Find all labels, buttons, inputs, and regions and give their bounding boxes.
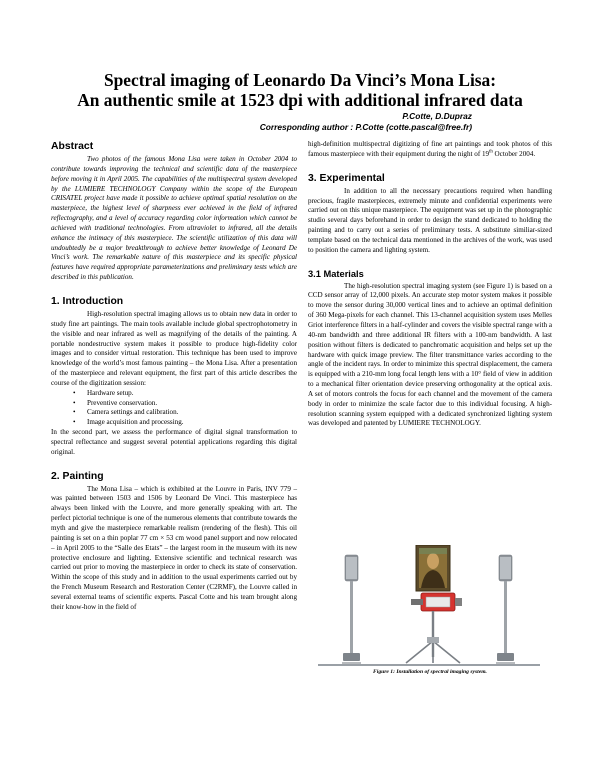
introduction-text: High-resolution spectral imaging allows us to obtain new data in order to study fine art paintings. The main tools available include global spectrophotometry in the visible and near infrared as well as magnifying of the details of the painting. A portable nondestructive system makes it possible to produce high-fidelity color images and to consider virtual restoration. This technique has been used to improve knowledge of the world’s most famous painting – the Mona Lisa. After a presentation of the masterpiece and relevant equipment, the first part of this article describes the course of the digitization session: [51,309,297,387]
list-item: • Camera settings and calibration. [87,408,297,418]
experimental-text: In addition to all the necessary precautions required when handling precious, fragile masterpieces, extremely minute and confidential experiments were carried out on this unique masterpiece. The equipment was set up in the photographic studio several days beforehand in order to design the stand dedicated to holding the painting and to carry out a series of preliminary tests. A substitute similiar-sized template based on the technical data mentioned in the archives of the work, was used to position the camera and lighting system. [308,186,552,254]
title-line-2: An authentic smile at 1523 dpi with additional infrared data [77,90,523,110]
list-item: • Image acquisition and processing. [87,418,297,428]
painting-text-continued [308,140,552,160]
introduction-text-2: In the second part, we assess the performance of digital signal transformation to spectral reflectance and suggest several potential applications regarding this digital original. [51,428,297,456]
experimental-heading: 3. Experimental [308,172,385,184]
materials-section [308,268,552,430]
paper-title [40,70,560,110]
painting-cont-text-end: October 2004. [492,149,536,158]
floor-line [318,664,540,666]
list-item: • Preventive conservation. [87,399,297,409]
right-light-stand [496,555,515,663]
authors: P.Cotte, D.Dupraz [402,111,472,121]
materials-heading: 3.1 Materials [308,268,364,279]
experimental-section [308,172,552,256]
introduction-section [51,295,297,458]
painting-section [51,470,297,613]
installation-illustration [318,545,540,670]
list-item: • Hardware setup. [87,389,297,399]
introduction-heading: 1. Introduction [51,295,124,307]
left-column [51,140,297,613]
digitization-steps-list [51,389,297,428]
materials-text: The high-resolution spectral imaging system (see Figure 1) is based on a CCD sensor array of 12,000 pixels. An accurate step motor system makes it possible to move the sensor during 30,000 vertical lines and to achieve an optimal definition of 360 Mega-pixels for each channel. This 13-channel acquisition system uses Melles Griot interference filters in a half-cylinder and covers the visible spectral range with a 40-nm bandwidth and three additional IR filters with a 100-nm bandwidth. A last position without filters is dedicated to panchromatic acquisition and helps set up the hardware with quick image preview. The filter transmittance varies according to the angle of the incident rays. In order to minimize this spectral displacement, the camera is equipped with a 210-mm long focal length lens with a 10° field of view in addition to a mechanical filter orientation device preserving orthogonality at the optical axis. A set of motors controls the focus for each channel and the movement of the camera body in order to minimize the scale factor due to this individual focusing. A high-resolution scanning system equipped with a dedicated synchronized lighting system was developed and patented by LUMIERE TECHNOLOGY. [308,281,552,428]
abstract-heading: Abstract [51,141,94,152]
figure-caption: Figure 1: Installation of spectral imaging system. [373,669,487,675]
mona-lisa-painting-icon [416,545,450,591]
abstract-text: Two photos of the famous Mona Lisa were taken in October 2004 to contribute towards improving the technical and scientific data of the masterpiece before moving it in April 2005. The capabilities of the multispectral system developed by the LUMIERE TECHNOLOGY Company within the scope of the European CRISATEL project have made it possible to achieve optimal spatial resolution on the masterpiece, the highest level of sharpness ever achieved in the field of infrared reflectography, and a level of accuracy regarding color information which cannot be achieved with traditional technologies. From ultraviolet to infrared, all the details enhance the intimacy of this masterpiece. The scientific utilization of this data will undoubtedly be a major breakthrough to achieve better knowledge of Leonard De Vinci’s work. The remarkable nature of this masterpiece and its specific physical features have required appropriate parameterizations and preliminary tests which are described in this publication. [51,155,297,282]
camera-head [411,593,462,657]
figure-spectral-imaging-installation [318,545,540,670]
corresponding-author: Corresponding author : P.Cotte (cotte.pascal@free.fr) [259,122,472,132]
superscript-th: th [489,149,493,155]
painting-cont-text: high-definition multispectral digitizing of fine art paintings and took photos of this famous masterpiece with their equipment during the night of 19 [308,140,552,158]
right-column [308,140,552,429]
painting-heading: 2. Painting [51,470,104,482]
tripod [406,637,460,663]
author-block [150,111,472,133]
title-line-1: Spectral imaging of Leonardo Da Vinci’s Mona Lisa: [103,70,497,90]
left-light-stand [342,555,361,663]
abstract-section [51,140,297,283]
painting-text: The Mona Lisa – which is exhibited at the Louvre in Paris, INV 779 – was painted between 1503 and 1506 by Leonard De Vinci. This masterpiece has always been linked with the Louvre, and more generally speaking with art. The perfect pictorial technique is one of the numerous elements that contribute towards the myth and give the masterpiece remarkable realism (rendering of the flesh). This oil painting is set on a thin poplar 77 cm × 53 cm wood panel support and now relocated – in April 2005 to the “Salle des Etats” – the largest room in the museum with its new protective enclosure and lighting. Extensive scientific and technical research was carried out prior to moving the masterpiece in order to check its state of conservation. Within the scope of this study and in addition to the usual experiments carried out by the French Museum Research and Restoration Center (C2RMF), the Louvre called in several external teams of scientific experts. Pascal Cotte and his team brought along their know-how in the field of [51,484,297,611]
